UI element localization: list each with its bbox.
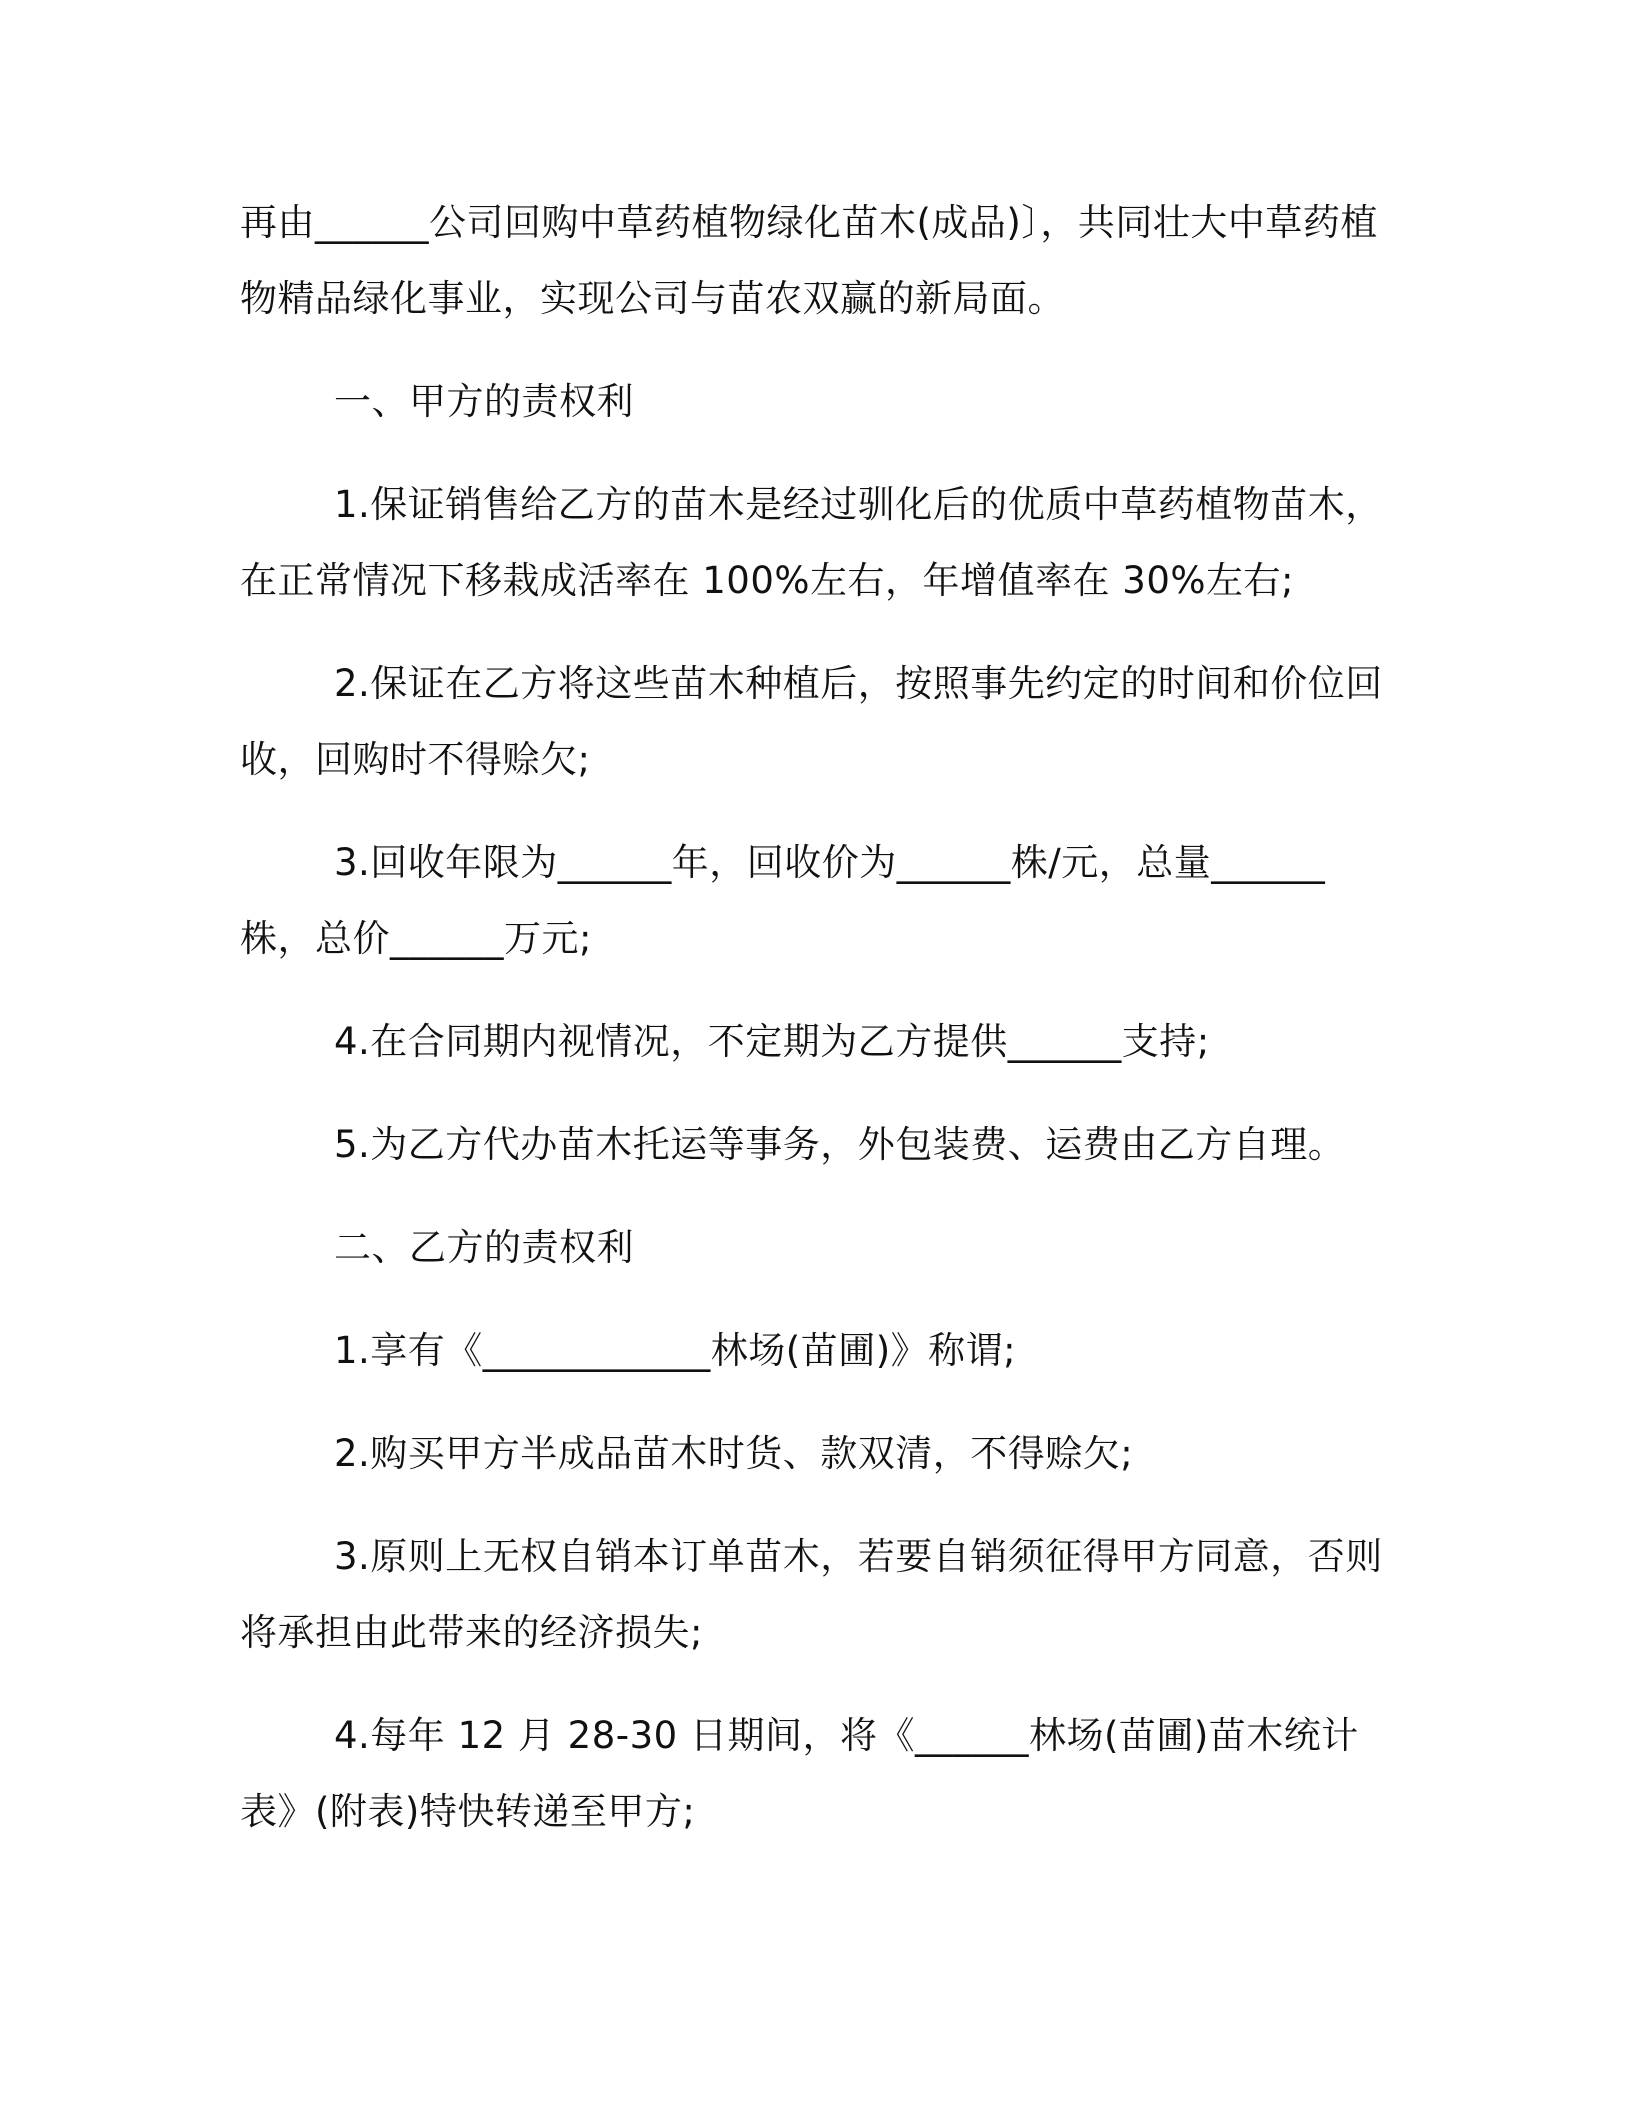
clause-a-4: 4.在合同期内视情况，不定期为乙方提供______支持; — [334, 1020, 1210, 1063]
clause-b-4: 4.每年 12 月 28-30 日期间，将《______林场(苗圃)苗木统计表》(附表)特快转递至甲方; — [240, 1714, 1359, 1833]
clause-b-2: 2.购买甲方半成品苗木时货、款双清，不得赊欠; — [334, 1432, 1134, 1475]
section-heading-party-b: 二、乙方的责权利 — [334, 1226, 634, 1269]
document-body — [240, 185, 1390, 1850]
clause-a-3: 3.回收年限为______年，回收价为______株/元，总量______株，总价______万元; — [240, 841, 1326, 960]
paragraph-intro-continuation: 再由______公司回购中草药植物绿化苗木(成品)〕，共同壮大中草药植物精品绿化事业，实现公司与苗农双赢的新局面。 — [240, 201, 1378, 320]
clause-a-5: 5.为乙方代办苗木托运等事务，外包装费、运费由乙方自理。 — [334, 1123, 1346, 1166]
clause-a-2: 2.保证在乙方将这些苗木种植后，按照事先约定的时间和价位回收，回购时不得赊欠; — [240, 662, 1383, 781]
clause-a-1: 1.保证销售给乙方的苗木是经过驯化后的优质中草药植物苗木，在正常情况下移栽成活率在 100%左右，年增值率在 30%左右; — [240, 483, 1383, 602]
clause-b-3: 3.原则上无权自销本订单苗木，若要自销须征得甲方同意，否则将承担由此带来的经济损失; — [240, 1535, 1383, 1654]
clause-b-1: 1.享有《____________林场(苗圃)》称谓; — [334, 1329, 1017, 1372]
section-heading-party-a: 一、甲方的责权利 — [334, 380, 634, 423]
